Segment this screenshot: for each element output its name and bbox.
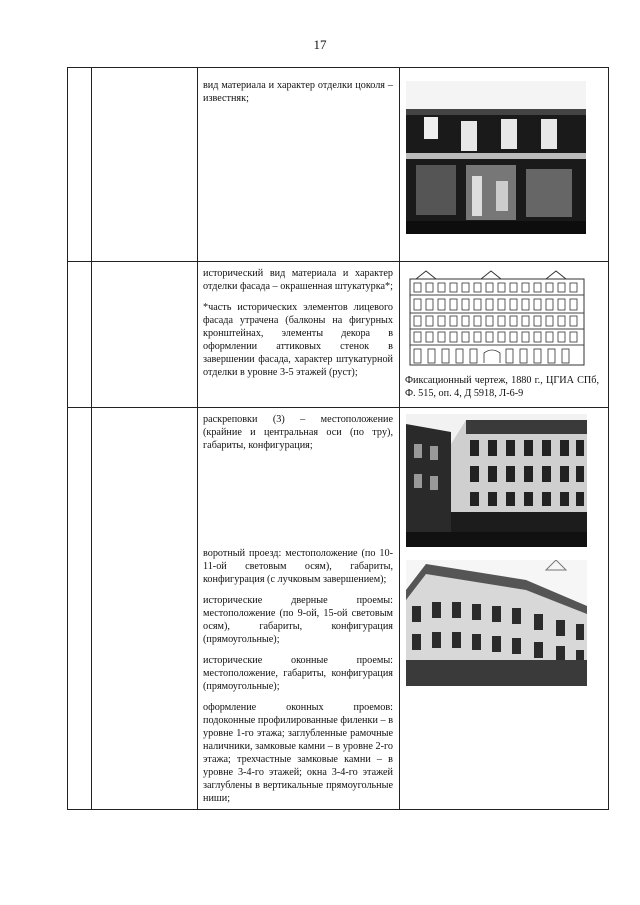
feature-text: оформление оконных проемов: подоконные профилированные филенки – в уровне 1-го этажа; заглубленные рамочные наличники, замковые камни – в уровне 2-го этажа; трехчастные замковые камни – в уровне 3-4-го этажей; окна 3-4-го этажей заглублены в вертикальные прямоугольные ниши; (203, 702, 393, 804)
column-divider (91, 68, 92, 809)
column-divider (399, 68, 400, 809)
row-divider (68, 407, 608, 408)
facade-photo-plinth (406, 81, 586, 234)
page-number: 17 (313, 37, 327, 52)
feature-text: исторические дверные проемы: местоположение (по 9-ой, 15-ой световым осям), габариты, конфигурация (прямоугольные); (203, 595, 393, 645)
feature-text: вид материала и характер отделки цоколя – известняк; (203, 80, 393, 104)
column-divider (197, 68, 198, 809)
feature-footnote: *часть исторических элементов лицевого фасада утрачена (балконы на фигурных кронштейнах, элементы декора в оформлении аттиковых стенок в завершении фасада, характер штукатурной отделки в уровне 3-5 этажей (руст); (203, 302, 393, 378)
drawing-caption: Фиксационный чертеж, 1880 г., ЦГИА СПб, Ф. 515, оп. 4, Д 5918, Л-6-9 (405, 375, 599, 399)
corner-building-photo (406, 560, 587, 686)
feature-cell-facade (203, 267, 393, 387)
feature-text: исторический вид материала и характер отделки фасада – окрашенная штукатурка*; (203, 268, 393, 292)
row-divider (68, 261, 608, 262)
feature-text: раскреповки (3) – местоположение (крайние и центральная оси (по трy), габариты, конфигурация; (203, 414, 393, 451)
feature-cell-architecture (203, 413, 393, 813)
description-table (67, 67, 609, 810)
feature-text: воротный проезд: местоположение (по 10-11-ой световым осям), габариты, конфигурация (с лучковым завершением); (203, 548, 393, 585)
feature-cell-plinth (203, 79, 393, 113)
feature-text: исторические оконные проемы: местоположение, габариты, конфигурация (прямоугольные); (203, 655, 393, 692)
street-photo (406, 414, 587, 547)
fixation-drawing (406, 265, 588, 369)
